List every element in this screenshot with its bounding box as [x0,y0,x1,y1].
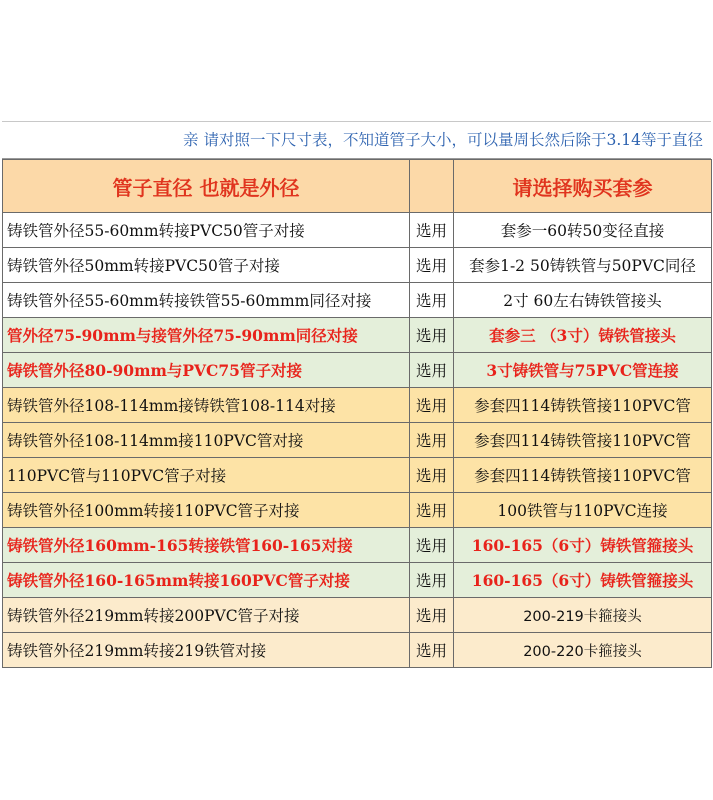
pipe-description: 铸铁管外径55-60mm转接PVC50管子对接 [3,213,410,248]
select-cell[interactable]: 选用 [410,213,454,248]
header-select [410,160,454,213]
option-cell: 160-165（6寸）铸铁管箍接头 [454,528,712,563]
table-header-row [3,160,712,213]
pipe-description: 铸铁管外径160mm-165转接铁管160-165对接 [3,528,410,563]
table-row [3,563,712,598]
header-pipe-diameter: 管子直径 也就是外径 [3,160,410,213]
pipe-description: 110PVC管与110PVC管子对接 [3,458,410,493]
select-cell[interactable]: 选用 [410,598,454,633]
select-cell[interactable]: 选用 [410,493,454,528]
table-row [3,598,712,633]
pipe-description: 铸铁管外径160-165mm转接160PVC管子对接 [3,563,410,598]
select-cell[interactable]: 选用 [410,633,454,668]
option-cell: 套参三 （3寸）铸铁管接头 [454,318,712,353]
table-row [3,528,712,563]
select-cell[interactable]: 选用 [410,528,454,563]
option-cell: 参套四114铸铁管接110PVC管 [454,458,712,493]
option-cell: 参套四114铸铁管接110PVC管 [454,423,712,458]
pipe-description: 铸铁管外径50mm转接PVC50管子对接 [3,248,410,283]
table-row [3,388,712,423]
option-cell: 200-220卡箍接头 [454,633,712,668]
table-row [3,318,712,353]
select-cell[interactable]: 选用 [410,318,454,353]
table-row [3,458,712,493]
select-cell[interactable]: 选用 [410,423,454,458]
option-cell: 160-165（6寸）铸铁管箍接头 [454,563,712,598]
table-row [3,283,712,318]
pipe-description: 铸铁管外径219mm转接219铁管对接 [3,633,410,668]
pipe-description: 管外径75-90mm与接管外径75-90mm同径对接 [3,318,410,353]
table-row [3,633,712,668]
option-cell: 参套四114铸铁管接110PVC管 [454,388,712,423]
pipe-description: 铸铁管外径108-114mm接110PVC管对接 [3,423,410,458]
option-cell: 2寸 60左右铸铁管接头 [454,283,712,318]
pipe-description: 铸铁管外径108-114mm接铸铁管108-114对接 [3,388,410,423]
select-cell[interactable]: 选用 [410,248,454,283]
pipe-size-table [2,159,712,668]
size-chart [2,121,711,668]
option-cell: 套参1-2 50铸铁管与50PVC同径 [454,248,712,283]
table-row [3,423,712,458]
pipe-description: 铸铁管外径55-60mm转接铁管55-60mmm同径对接 [3,283,410,318]
select-cell[interactable]: 选用 [410,388,454,423]
select-cell[interactable]: 选用 [410,283,454,318]
table-row [3,493,712,528]
pipe-description: 铸铁管外径80-90mm与PVC75管子对接 [3,353,410,388]
pipe-description: 铸铁管外径219mm转接200PVC管子对接 [3,598,410,633]
pipe-description: 铸铁管外径100mm转接110PVC管子对接 [3,493,410,528]
table-row [3,353,712,388]
table-row [3,248,712,283]
header-choose-option: 请选择购买套参 [454,160,712,213]
option-cell: 200-219卡箍接头 [454,598,712,633]
option-cell: 套参一60转50变径直接 [454,213,712,248]
option-cell: 3寸铸铁管与75PVC管连接 [454,353,712,388]
select-cell[interactable]: 选用 [410,458,454,493]
table-row [3,213,712,248]
select-cell[interactable]: 选用 [410,353,454,388]
size-note: 亲 请对照一下尺寸表，不知道管子大小，可以量周长然后除于3.14等于直径 [2,121,711,159]
option-cell: 100铁管与110PVC连接 [454,493,712,528]
select-cell[interactable]: 选用 [410,563,454,598]
